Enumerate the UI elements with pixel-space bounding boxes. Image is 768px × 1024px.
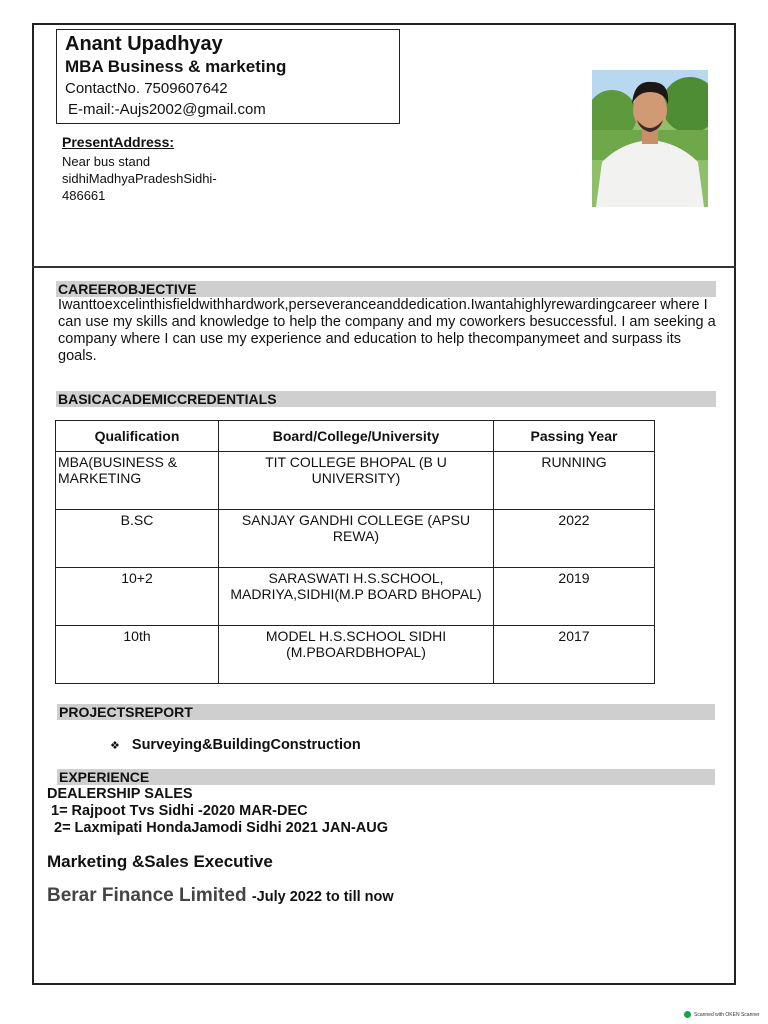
table-row	[56, 568, 655, 626]
projects-heading: PROJECTSREPORT	[57, 704, 715, 720]
experience-subheading: DEALERSHIP SALES	[47, 786, 193, 802]
project-item	[110, 737, 361, 753]
experience-item: 2= Laxmipati HondaJamodi Sidhi 2021 JAN-AUG	[54, 820, 388, 836]
table-row	[56, 452, 655, 510]
bullet-icon: ❖	[110, 740, 120, 752]
table-header-row	[56, 421, 655, 452]
table-cell: B.SC	[56, 510, 219, 568]
table-row	[56, 626, 655, 684]
scanner-logo-icon	[684, 1011, 691, 1018]
table-cell: RUNNING	[494, 452, 655, 510]
experience-heading: EXPERIENCE	[57, 769, 715, 785]
candidate-name: Anant Upadhyay	[65, 33, 223, 55]
career-objective-heading: CAREEROBJECTIVE	[56, 281, 716, 297]
address-line: 486661	[62, 188, 106, 203]
table-cell: MBA(BUSINESS & MARKETING	[56, 452, 219, 510]
table-cell: MODEL H.S.SCHOOL SIDHI (M.PBOARDBHOPAL)	[219, 626, 494, 684]
experience-block	[47, 786, 388, 837]
contact-number: ContactNo. 7509607642	[65, 80, 228, 97]
project-name: Surveying&BuildingConstruction	[131, 737, 361, 753]
table-row	[56, 510, 655, 568]
table-cell: 2022	[494, 510, 655, 568]
company-name: Berar Finance Limited	[47, 885, 247, 906]
column-header: Board/College/University	[219, 421, 494, 452]
employment-period: -July 2022 to till now	[251, 889, 394, 905]
table-cell: 10+2	[56, 568, 219, 626]
present-address	[62, 134, 217, 204]
address-line: Near bus stand	[62, 154, 151, 169]
email: E-mail:-Aujs2002@gmail.com	[68, 101, 266, 118]
table-cell: 2019	[494, 568, 655, 626]
experience-item: 1= Rajpoot Tvs Sidhi -2020 MAR-DEC	[51, 803, 308, 819]
table-cell: SANJAY GANDHI COLLEGE (APSU REWA)	[219, 510, 494, 568]
table-cell: SARASWATI H.S.SCHOOL, MADRIYA,SIDHI(M.P BOARD BHOPAL)	[219, 568, 494, 626]
column-header: Qualification	[56, 421, 219, 452]
job-role: Marketing &Sales Executive	[47, 852, 273, 871]
table-cell: TIT COLLEGE BHOPAL (B U UNIVERSITY)	[219, 452, 494, 510]
academics-table	[55, 420, 655, 684]
table-cell: 2017	[494, 626, 655, 684]
column-header: Passing Year	[494, 421, 655, 452]
address-heading: PresentAddress:	[62, 134, 175, 150]
scanner-text: Scanned with OKEN Scanner	[694, 1011, 760, 1018]
degree: MBA Business & marketing	[65, 57, 287, 76]
employer	[47, 885, 394, 907]
name-box	[56, 29, 400, 124]
profile-photo	[592, 70, 708, 207]
scanner-watermark	[684, 1011, 760, 1018]
academics-heading: BASICACADEMICCREDENTIALS	[56, 391, 716, 407]
address-line: sidhiMadhyaPradeshSidhi-	[62, 171, 217, 186]
table-cell: 10th	[56, 626, 219, 684]
header-divider	[32, 266, 736, 268]
career-objective-text: Iwanttoexcelinthisfieldwithhardwork,perseveranceanddedication.Iwantahighlyrewardingcareer where I can use my skills and knowledge to help the company and my coworkers besuccessful. I am seeking a company where I can use my experience and education to help thecompanymeet and surpass its goals.	[58, 297, 716, 364]
